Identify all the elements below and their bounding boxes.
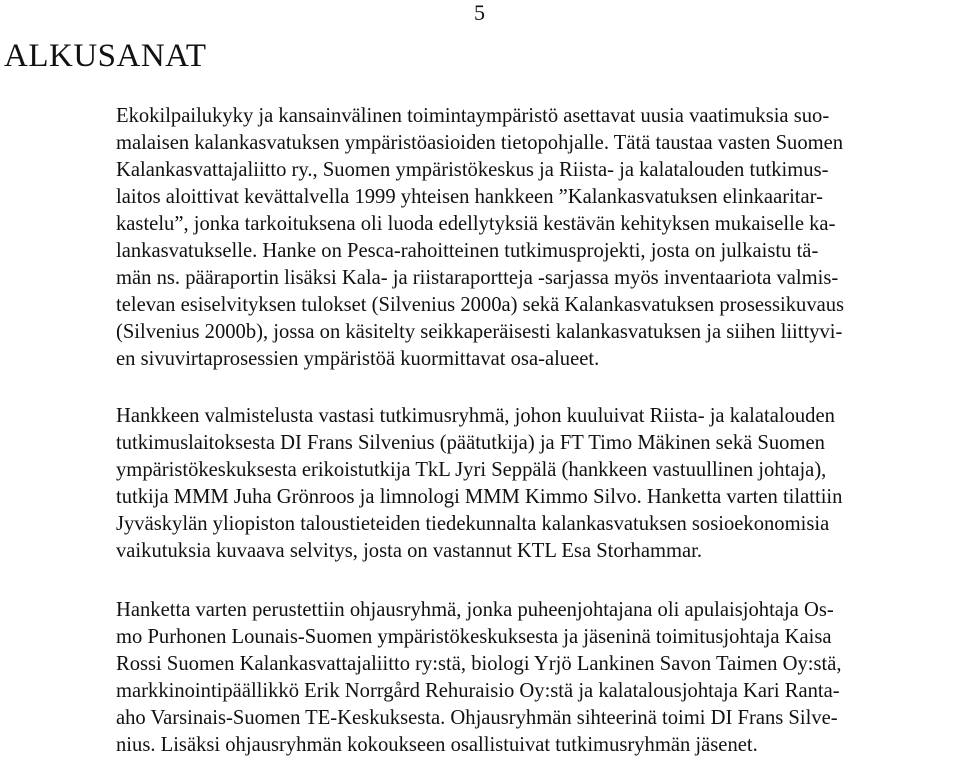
text-line: ympäristökeskuksesta erikoistutkija TkL Jyri Seppälä (hankkeen vastuullinen johtaja),: [116, 459, 827, 481]
text-line: mo Purhonen Lounais-Suomen ympäristökeskuksesta ja jäseninä toimitusjohtaja Kaisa: [116, 626, 832, 648]
text-line: (Silvenius 2000b), jossa on käsitelty seikkaperäisesti kalankasvatuksen ja siihen liittyvi-: [116, 321, 843, 343]
text-line: tutkimuslaitoksesta DI Frans Silvenius (päätutkija) ja FT Timo Mäkinen sekä Suomen: [116, 432, 825, 454]
page-title: ALKUSANAT: [4, 38, 207, 74]
text-line: män ns. pääraportin lisäksi Kala- ja riistaraportteja -sarjassa myös inventaariota valmis-: [116, 267, 839, 289]
text-line: vaikutuksia kuvaava selvitys, josta on vastannut KTL Esa Storhammar.: [116, 540, 703, 562]
text-line: Hankkeen valmistelusta vastasi tutkimusryhmä, johon kuuluivat Riista- ja kalatalouden: [116, 405, 835, 427]
text-line: en sivuvirtaprosessien ympäristöä kuormittavat osa-alueet.: [116, 348, 600, 370]
text-line: Rossi Suomen Kalankasvattajaliitto ry:stä, biologi Yrjö Lankinen Savon Taimen Oy:stä,: [116, 653, 842, 675]
text-line: lankasvatukselle. Hanke on Pesca-rahoitteinen tutkimusprojekti, josta on julkaistu tä-: [116, 240, 819, 262]
text-line: Hanketta varten perustettiin ohjausryhmä, jonka puheenjohtajana oli apulaisjohtaja Os-: [116, 599, 834, 621]
text-line: Kalankasvattajaliitto ry., Suomen ympäristökeskus ja Riista- ja kalatalouden tutkimus-: [116, 159, 829, 181]
text-line: televan esiselvityksen tulokset (Silvenius 2000a) sekä Kalankasvatuksen prosessikuvaus: [116, 294, 845, 316]
text-line: Jyväskylän yliopiston taloustieteiden tiedekunnalta kalankasvatuksen sosioekonomisia: [116, 513, 830, 535]
page-number: 5: [474, 0, 485, 25]
text-line: markkinointipäällikkö Erik Norrgård Rehuraisio Oy:stä ja kalatalousjohtaja Kari Ranta-: [116, 680, 840, 702]
text-line: laitos aloittivat kevättalvella 1999 yhteisen hankkeen ”Kalankasvatuksen elinkaaritar-: [116, 186, 823, 208]
text-line: tutkija MMM Juha Grönroos ja limnologi MMM Kimmo Silvo. Hanketta varten tilattiin: [116, 486, 843, 508]
text-line: nius. Lisäksi ohjausryhmän kokoukseen osallistuivat tutkimusryhmän jäsenet.: [116, 734, 758, 756]
text-line: aho Varsinais-Suomen TE-Keskuksesta. Ohjausryhmän sihteerinä toimi DI Frans Silve-: [116, 707, 838, 729]
text-line: malaisen kalankasvatuksen ympäristöasioiden tietopohjalle. Tätä taustaa vasten Suomen: [116, 132, 844, 154]
text-line: Ekokilpailukyky ja kansainvälinen toimintaympäristö asettavat uusia vaatimuksia suo-: [116, 105, 830, 127]
text-line: kastelu”, jonka tarkoituksena oli luoda edellytyksiä kestävän kehityksen mukaiselle ka-: [116, 213, 836, 235]
